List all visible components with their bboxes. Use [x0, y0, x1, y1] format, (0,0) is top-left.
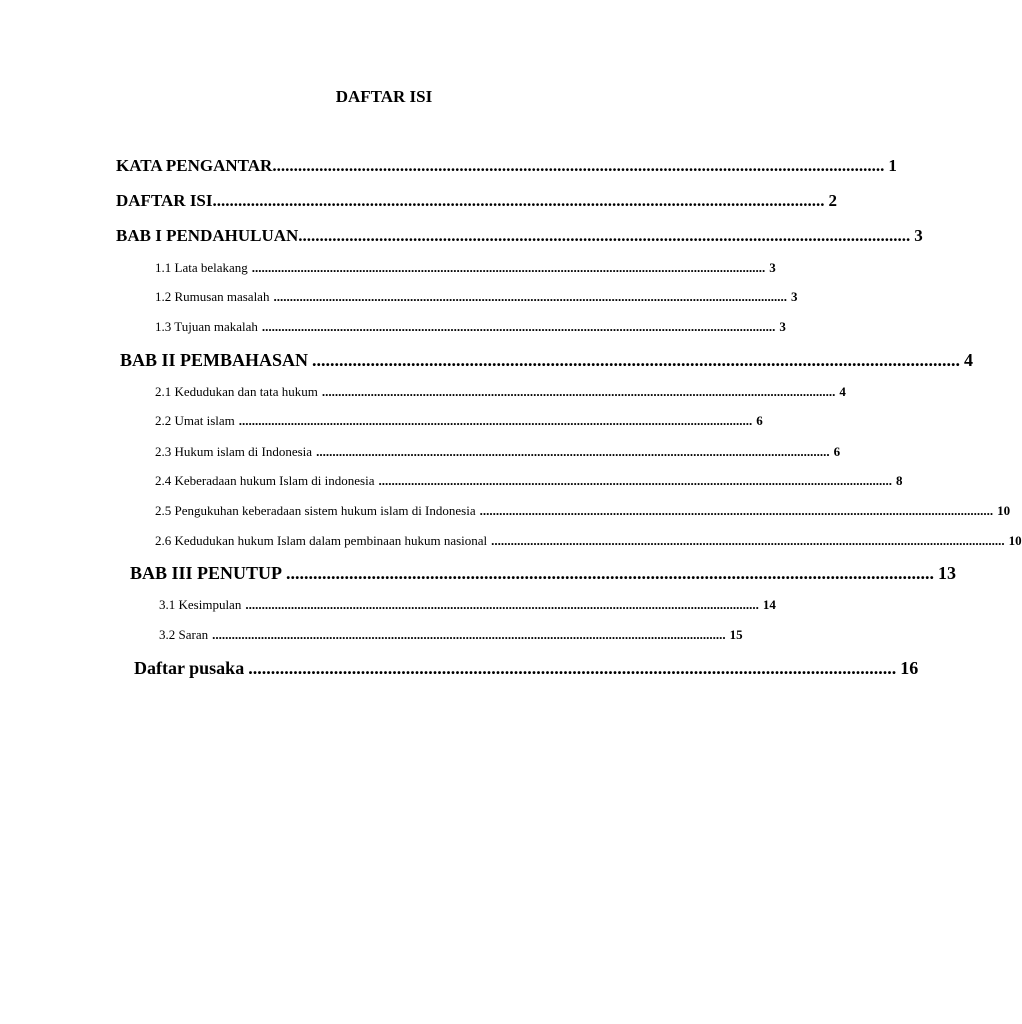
toc-leader: ................................................................................................................................................: [272, 156, 885, 175]
toc-entry-label: BAB II PEMBAHASAN: [120, 350, 309, 370]
toc-entry-daftar-pusaka: [134, 657, 919, 679]
toc-entry-label: 3.2 Saran: [159, 627, 209, 642]
toc-entry-daftar-isi: [116, 190, 838, 212]
toc-entry-bab-3: [130, 562, 957, 584]
toc-entry-label: BAB III PENUTUP: [130, 563, 283, 583]
toc-entry-page: 6: [756, 413, 763, 428]
toc-entry-page: 4: [964, 350, 974, 370]
toc-entry-label: 1.3 Tujuan makalah: [155, 319, 258, 334]
toc-leader: ................................................................................................................................................: [212, 191, 825, 210]
toc-leader: ................................................................................................................................................: [312, 350, 961, 370]
toc-entry-page: 4: [839, 384, 846, 399]
toc-leader: ................................................................................................................................................: [298, 226, 911, 245]
toc-entry-page: 2: [828, 191, 838, 210]
toc-entry-label: Daftar pusaka: [134, 658, 245, 678]
toc-entry-label: 2.2 Umat islam: [155, 413, 235, 428]
toc-subentry-1-3: [155, 318, 786, 336]
toc-entry-label: 2.6 Kedudukan hukum Islam dalam pembinaan hukum nasional: [155, 533, 488, 548]
toc-subentry-2-3: [155, 443, 841, 461]
toc-entry-label: KATA PENGANTAR: [116, 156, 273, 175]
toc-subentry-2-1: [155, 383, 846, 401]
toc-entry-kata-pengantar: [116, 155, 897, 177]
toc-entry-page: 14: [762, 597, 776, 612]
toc-subentry-2-2: [155, 412, 763, 430]
toc-entry-page: 3: [779, 319, 786, 334]
toc-entry-label: 3.1 Kesimpulan: [159, 597, 242, 612]
toc-leader: ................................................................................................................................................: [286, 563, 935, 583]
toc-entry-label: 1.1 Lata belakang: [155, 260, 248, 275]
toc-entry-label: 2.5 Pengukuhan keberadaan sistem hukum islam di Indonesia: [155, 503, 476, 518]
toc-subentry-3-1: [159, 596, 776, 614]
toc-entry-label: BAB I PENDAHULUAN: [116, 226, 299, 245]
toc-leader: ..............................................................................................................................................................: [245, 597, 759, 612]
toc-leader: ..............................................................................................................................................................: [261, 319, 776, 334]
toc-entry-label: 2.1 Kedudukan dan tata hukum: [155, 384, 318, 399]
toc-entry-page: 8: [896, 473, 903, 488]
toc-subentry-1-2: [155, 288, 798, 306]
toc-entry-bab-1: [116, 225, 923, 247]
toc-entry-page: 10: [1008, 533, 1022, 548]
toc-leader: ..............................................................................................................................................................: [479, 503, 994, 518]
toc-entry-label: 2.3 Hukum islam di Indonesia: [155, 444, 313, 459]
toc-subentry-2-5: [155, 502, 1011, 520]
toc-entry-page: 6: [833, 444, 841, 459]
toc-leader: ..............................................................................................................................................................: [273, 289, 787, 304]
toc-subentry-3-2: [159, 626, 743, 644]
toc-entry-page: 3: [769, 260, 776, 275]
toc-entry-page: 1: [888, 156, 897, 175]
toc-leader: ..............................................................................................................................................................: [378, 473, 892, 488]
toc-leader: ..............................................................................................................................................................: [251, 260, 766, 275]
toc-subentry-1-1: [155, 259, 776, 277]
toc-leader: ..............................................................................................................................................................: [212, 627, 726, 642]
page-title: DAFTAR ISI: [335, 87, 433, 106]
toc-subentry-2-4: [155, 472, 903, 490]
toc-entry-page: 3: [914, 226, 923, 245]
toc-leader: ................................................................................................................................................: [248, 658, 897, 678]
toc-entry-label: 1.2 Rumusan masalah: [155, 289, 270, 304]
toc-subentry-2-6: [155, 532, 1022, 550]
toc-entry-page: 16: [900, 658, 919, 678]
toc-entry-page: 10: [997, 503, 1011, 518]
toc-entry-bab-2: [120, 349, 974, 371]
toc-leader: ..............................................................................................................................................................: [321, 384, 836, 399]
toc-leader: ..............................................................................................................................................................: [491, 533, 1005, 548]
toc-leader: ..............................................................................................................................................................: [316, 444, 830, 459]
toc-entry-label: DAFTAR ISI: [116, 191, 213, 210]
toc-leader: ..............................................................................................................................................................: [238, 413, 753, 428]
toc-entry-label: 2.4 Keberadaan hukum Islam di indonesia: [155, 473, 375, 488]
toc-entry-page: 15: [729, 627, 743, 642]
toc-entry-page: 3: [790, 289, 798, 304]
toc-entry-page: 13: [938, 563, 957, 583]
